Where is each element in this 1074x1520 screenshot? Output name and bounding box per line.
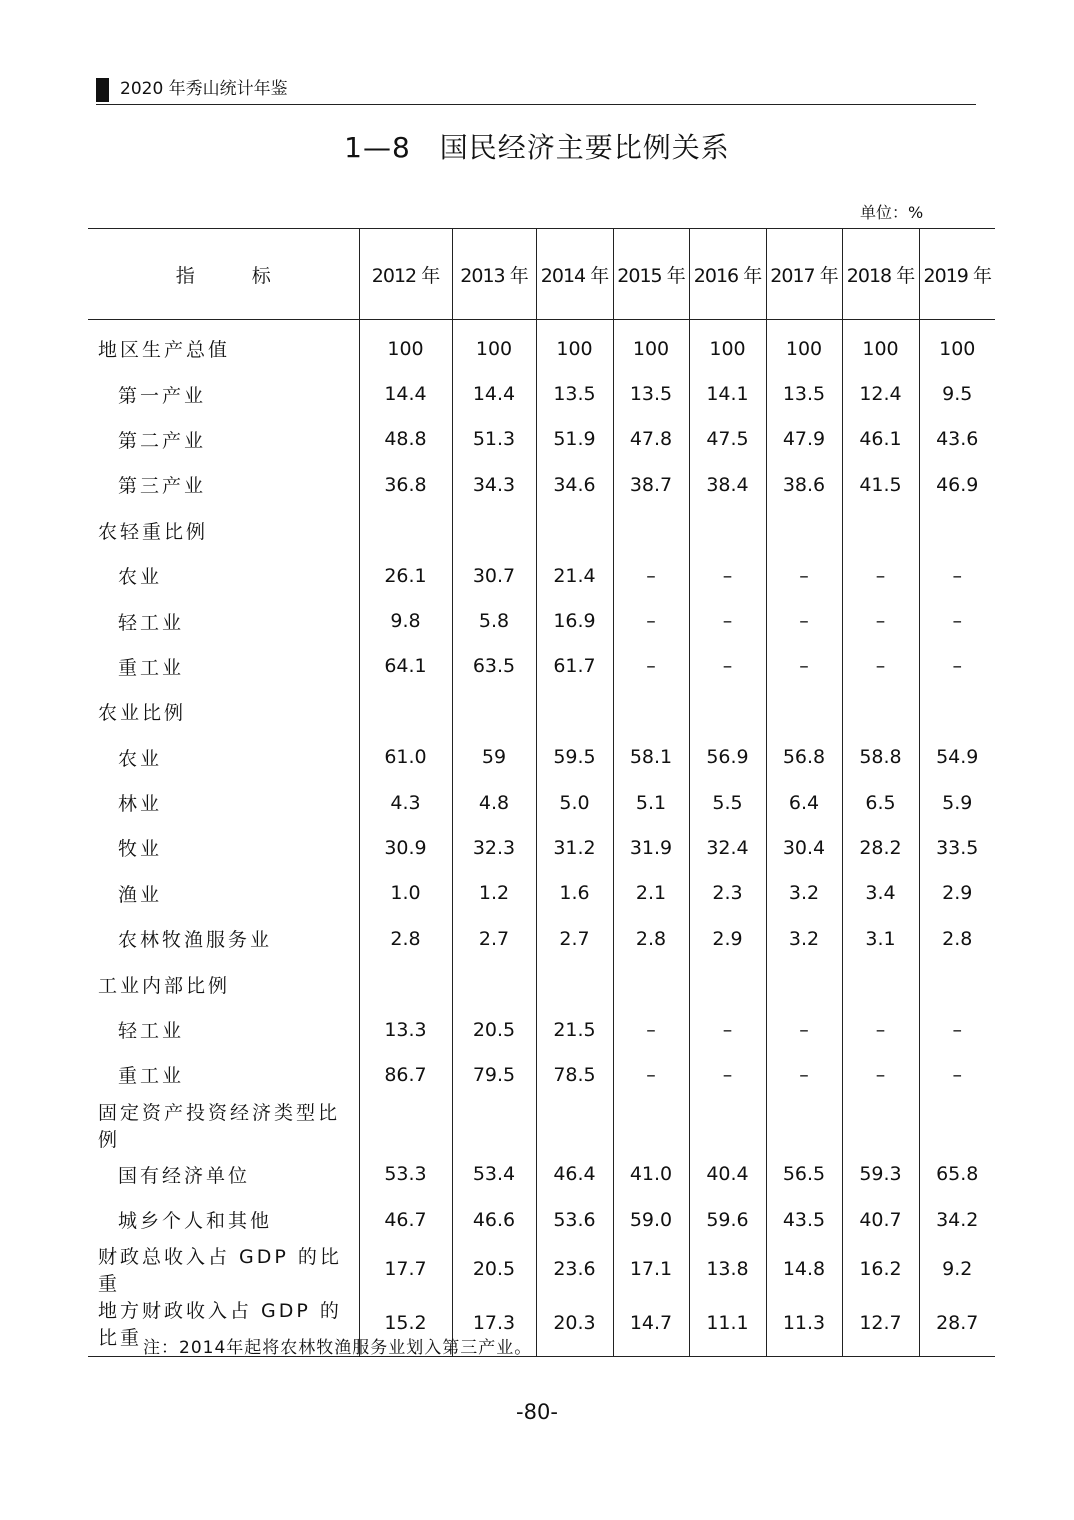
table-cell: 30.7: [452, 553, 536, 598]
table-cell: 20.3: [536, 1296, 613, 1357]
table-cell: –: [842, 1007, 919, 1052]
table-cell: [613, 1098, 689, 1152]
year-header: 2015 年: [613, 229, 689, 320]
table-cell: 46.6: [452, 1197, 536, 1242]
row-label: 农轻重比例: [98, 520, 209, 543]
table-cell: 53.6: [536, 1197, 613, 1242]
table-cell: 54.9: [919, 735, 995, 780]
table-cell: –: [766, 553, 842, 598]
table-cell: –: [842, 644, 919, 689]
table-cell: [766, 508, 842, 553]
table-cell: [919, 508, 995, 553]
row-label: 工业内部比例: [98, 974, 231, 997]
table-cell: 58.8: [842, 735, 919, 780]
table-cell: 1.0: [359, 871, 452, 916]
table-row: [88, 825, 995, 870]
table-row: [88, 961, 995, 1006]
table-row: [88, 1197, 995, 1242]
table-row: [88, 735, 995, 780]
row-label: 渔业: [118, 883, 163, 906]
table-cell: 40.7: [842, 1197, 919, 1242]
table-cell: [536, 961, 613, 1006]
table-row: [88, 598, 995, 643]
table-cell: 16.2: [842, 1242, 919, 1296]
table-cell: 34.6: [536, 462, 613, 507]
table-cell: –: [766, 598, 842, 643]
table-cell: 100: [536, 320, 613, 372]
table-cell: 47.5: [689, 417, 766, 462]
table-cell: 2.8: [359, 916, 452, 961]
row-label: 林业: [118, 793, 163, 816]
table-cell: 40.4: [689, 1152, 766, 1197]
table-cell: [689, 1098, 766, 1152]
table-cell: 12.4: [842, 371, 919, 416]
table-cell: 11.1: [689, 1296, 766, 1357]
table-cell: –: [766, 644, 842, 689]
table-cell: 9.8: [359, 598, 452, 643]
table-cell: 4.3: [359, 780, 452, 825]
row-label: 重工业: [118, 1065, 185, 1088]
table-cell: 14.7: [613, 1296, 689, 1357]
table-cell: 59.0: [613, 1197, 689, 1242]
table-cell: –: [919, 1052, 995, 1097]
row-label: 农业: [118, 747, 163, 770]
table-cell: [842, 689, 919, 734]
indicator-header: 指 标: [88, 229, 359, 320]
table-cell: [689, 508, 766, 553]
running-header: [96, 76, 976, 105]
header-text: 2020 年秀山统计年鉴: [120, 79, 288, 99]
table-cell: 12.7: [842, 1296, 919, 1357]
table-cell: 36.8: [359, 462, 452, 507]
table-cell: 2.9: [689, 916, 766, 961]
year-header: 2016 年: [689, 229, 766, 320]
table-cell: 34.3: [452, 462, 536, 507]
table-cell: [766, 1098, 842, 1152]
header-marker: [96, 78, 109, 102]
row-label: 轻工业: [118, 611, 185, 634]
table-cell: 38.7: [613, 462, 689, 507]
footnote: 注：2014年起将农林牧渔服务业划入第三产业。: [143, 1338, 533, 1358]
table-row: [88, 508, 995, 553]
table-cell: 26.1: [359, 553, 452, 598]
table-cell: 28.7: [919, 1296, 995, 1357]
year-header: 2013 年: [452, 229, 536, 320]
table-cell: 43.6: [919, 417, 995, 462]
table-cell: 59.6: [689, 1197, 766, 1242]
table-cell: [689, 689, 766, 734]
table-cell: 65.8: [919, 1152, 995, 1197]
table-cell: 32.4: [689, 825, 766, 870]
table-cell: 17.7: [359, 1242, 452, 1296]
row-label: 地方财政收入占 GDP 的比重: [98, 1300, 342, 1350]
ratio-table: [88, 228, 995, 1357]
table-cell: –: [842, 1052, 919, 1097]
table-cell: 34.2: [919, 1197, 995, 1242]
table-cell: [359, 689, 452, 734]
table-cell: 43.5: [766, 1197, 842, 1242]
table-cell: 59.3: [842, 1152, 919, 1197]
table-cell: 11.3: [766, 1296, 842, 1357]
table-cell: –: [919, 553, 995, 598]
table-cell: 14.1: [689, 371, 766, 416]
table-row: [88, 916, 995, 961]
table-cell: 13.5: [536, 371, 613, 416]
table-cell: [919, 1098, 995, 1152]
table-cell: –: [919, 644, 995, 689]
table-cell: 31.9: [613, 825, 689, 870]
table-cell: –: [842, 598, 919, 643]
table-cell: 13.5: [613, 371, 689, 416]
table-cell: [536, 1098, 613, 1152]
year-header: 2012 年: [359, 229, 452, 320]
table-cell: 2.7: [452, 916, 536, 961]
table-row: [88, 371, 995, 416]
table-row: [88, 417, 995, 462]
table-cell: [452, 1098, 536, 1152]
table-cell: 21.4: [536, 553, 613, 598]
table-row: [88, 320, 995, 372]
table-body: [88, 320, 995, 1357]
row-label: 第一产业: [118, 384, 207, 407]
table-cell: 1.2: [452, 871, 536, 916]
table-cell: [613, 689, 689, 734]
table-cell: [536, 508, 613, 553]
table-cell: –: [689, 553, 766, 598]
table-cell: 46.9: [919, 462, 995, 507]
row-label: 重工业: [118, 656, 185, 679]
table-row: [88, 1242, 995, 1296]
table-cell: 33.5: [919, 825, 995, 870]
table-cell: 2.3: [689, 871, 766, 916]
table-cell: 23.6: [536, 1242, 613, 1296]
row-label: 牧业: [118, 838, 163, 861]
table-cell: 6.5: [842, 780, 919, 825]
row-label: 第三产业: [118, 475, 207, 498]
table-cell: [842, 961, 919, 1006]
table-cell: 30.9: [359, 825, 452, 870]
row-label: 地区生产总值: [98, 339, 231, 362]
table-row: [88, 689, 995, 734]
year-header: 2017 年: [766, 229, 842, 320]
year-header: 2018 年: [842, 229, 919, 320]
table-cell: [452, 508, 536, 553]
table-cell: 100: [613, 320, 689, 372]
table-cell: 32.3: [452, 825, 536, 870]
table-cell: –: [842, 553, 919, 598]
table-cell: –: [919, 1007, 995, 1052]
table-cell: 79.5: [452, 1052, 536, 1097]
table-cell: 9.5: [919, 371, 995, 416]
table-cell: 86.7: [359, 1052, 452, 1097]
table-cell: [452, 961, 536, 1006]
page-number: -80-: [516, 1400, 558, 1424]
table-cell: 46.1: [842, 417, 919, 462]
table-cell: 41.0: [613, 1152, 689, 1197]
table-cell: [359, 1098, 452, 1152]
row-label: 农业: [118, 566, 163, 589]
table-cell: –: [766, 1052, 842, 1097]
table-row: [88, 1052, 995, 1097]
table-cell: 13.8: [689, 1242, 766, 1296]
table-cell: 56.8: [766, 735, 842, 780]
table-cell: 56.9: [689, 735, 766, 780]
table-cell: [766, 689, 842, 734]
table-cell: 30.4: [766, 825, 842, 870]
table-cell: 47.8: [613, 417, 689, 462]
row-label: 第二产业: [118, 429, 207, 452]
table-cell: 61.7: [536, 644, 613, 689]
table-row: [88, 1152, 995, 1197]
table-cell: 59: [452, 735, 536, 780]
table-cell: –: [613, 553, 689, 598]
table-cell: 47.9: [766, 417, 842, 462]
table-cell: 100: [452, 320, 536, 372]
table-cell: [452, 689, 536, 734]
table-cell: [842, 508, 919, 553]
row-label: 轻工业: [118, 1020, 185, 1043]
table-cell: 100: [359, 320, 452, 372]
table-cell: –: [689, 1052, 766, 1097]
table-cell: 51.9: [536, 417, 613, 462]
table-cell: 14.8: [766, 1242, 842, 1296]
table-cell: 9.2: [919, 1242, 995, 1296]
table-cell: 2.8: [613, 916, 689, 961]
table-cell: 38.4: [689, 462, 766, 507]
table-cell: –: [613, 644, 689, 689]
table-cell: 64.1: [359, 644, 452, 689]
table-cell: 28.2: [842, 825, 919, 870]
table-cell: 3.2: [766, 871, 842, 916]
row-label: 国有经济单位: [118, 1164, 251, 1187]
table-cell: [689, 961, 766, 1006]
table-cell: 58.1: [613, 735, 689, 780]
row-label: 固定资产投资经济类型比例: [98, 1101, 341, 1151]
table-cell: –: [613, 1052, 689, 1097]
table-cell: 2.7: [536, 916, 613, 961]
table-cell: 3.2: [766, 916, 842, 961]
table-cell: 38.6: [766, 462, 842, 507]
table-cell: [842, 1098, 919, 1152]
year-header: 2019 年: [919, 229, 995, 320]
table-cell: 41.5: [842, 462, 919, 507]
table-cell: –: [613, 1007, 689, 1052]
table-header-row: [88, 229, 995, 320]
table-cell: [919, 961, 995, 1006]
table-cell: 3.1: [842, 916, 919, 961]
table-cell: 5.9: [919, 780, 995, 825]
table-cell: 63.5: [452, 644, 536, 689]
year-header: 2014 年: [536, 229, 613, 320]
table-cell: [766, 961, 842, 1006]
table-cell: [536, 689, 613, 734]
page-title: 1—8 国民经济主要比例关系: [344, 131, 730, 164]
table-cell: 100: [766, 320, 842, 372]
table-cell: 14.4: [452, 371, 536, 416]
table-cell: –: [919, 598, 995, 643]
table-cell: 48.8: [359, 417, 452, 462]
table-cell: 59.5: [536, 735, 613, 780]
table-cell: 6.4: [766, 780, 842, 825]
table-cell: 13.3: [359, 1007, 452, 1052]
table-cell: 20.5: [452, 1242, 536, 1296]
table-cell: 15.2: [359, 1296, 452, 1357]
unit-label: 单位：%: [860, 203, 924, 222]
table-cell: 4.8: [452, 780, 536, 825]
row-label: 农林牧渔服务业: [118, 929, 273, 952]
table-row: [88, 1098, 995, 1152]
table-row: [88, 553, 995, 598]
table-cell: 78.5: [536, 1052, 613, 1097]
table-cell: 2.8: [919, 916, 995, 961]
table-cell: 56.5: [766, 1152, 842, 1197]
table-cell: –: [689, 644, 766, 689]
table-cell: 1.6: [536, 871, 613, 916]
table-row: [88, 644, 995, 689]
table-cell: [613, 961, 689, 1006]
table-cell: 5.8: [452, 598, 536, 643]
table-cell: 53.4: [452, 1152, 536, 1197]
table-row: [88, 462, 995, 507]
table-cell: 17.3: [452, 1296, 536, 1357]
table-cell: 31.2: [536, 825, 613, 870]
table-cell: 2.9: [919, 871, 995, 916]
table-cell: [613, 508, 689, 553]
table-row: [88, 1007, 995, 1052]
table-cell: –: [689, 1007, 766, 1052]
table-cell: 2.1: [613, 871, 689, 916]
table-cell: 20.5: [452, 1007, 536, 1052]
table-cell: 51.3: [452, 417, 536, 462]
table-cell: –: [766, 1007, 842, 1052]
table-cell: 61.0: [359, 735, 452, 780]
table-cell: 17.1: [613, 1242, 689, 1296]
row-label: 农业比例: [98, 702, 187, 725]
table-cell: [359, 508, 452, 553]
table-cell: –: [613, 598, 689, 643]
table-row: [88, 871, 995, 916]
table-cell: 5.5: [689, 780, 766, 825]
table-cell: 3.4: [842, 871, 919, 916]
table-cell: 46.4: [536, 1152, 613, 1197]
table-cell: 21.5: [536, 1007, 613, 1052]
table-cell: –: [689, 598, 766, 643]
row-label: 城乡个人和其他: [118, 1210, 273, 1233]
table-cell: 16.9: [536, 598, 613, 643]
table-cell: 46.7: [359, 1197, 452, 1242]
table-cell: [919, 689, 995, 734]
table-row: [88, 780, 995, 825]
table-cell: 14.4: [359, 371, 452, 416]
table-cell: 5.1: [613, 780, 689, 825]
table-cell: 5.0: [536, 780, 613, 825]
table-cell: 100: [919, 320, 995, 372]
table-cell: 100: [689, 320, 766, 372]
table-cell: 53.3: [359, 1152, 452, 1197]
row-label: 财政总收入占 GDP 的比重: [98, 1246, 342, 1296]
table-cell: 13.5: [766, 371, 842, 416]
table-cell: [359, 961, 452, 1006]
table-cell: 100: [842, 320, 919, 372]
